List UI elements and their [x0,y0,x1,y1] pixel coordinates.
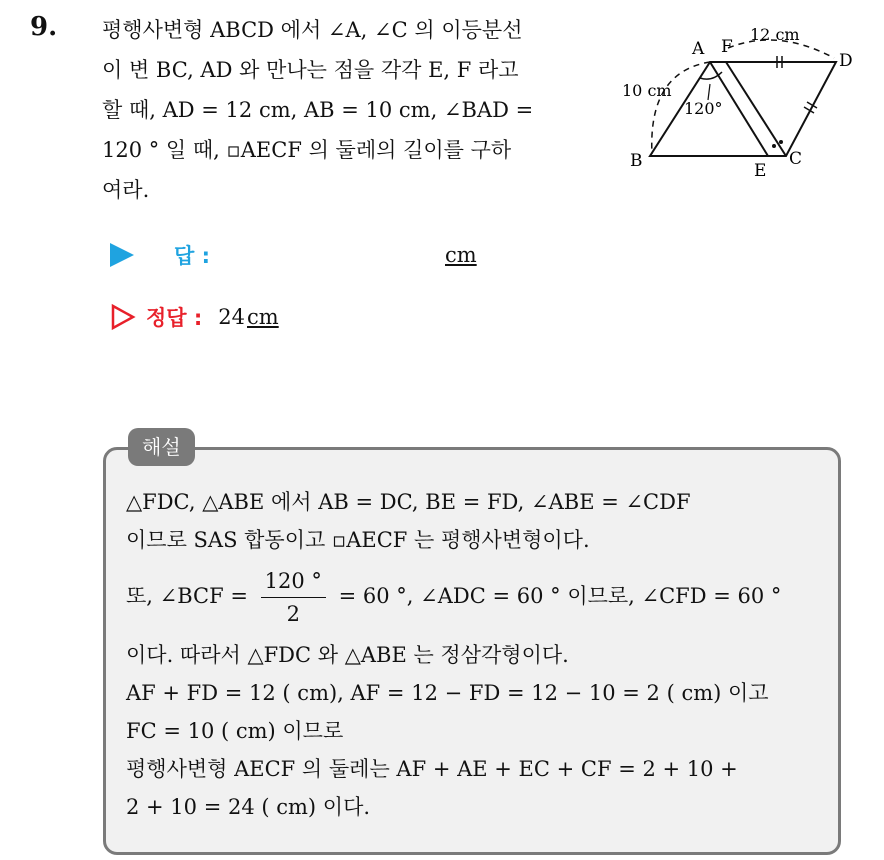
solution-line: FC = 10 ( cm) 이므로 [126,719,344,743]
question-line: 할 때, AD = 12 cm, AB = 10 cm, ∠BAD = [102,98,534,122]
angle-dot-c2 [779,140,783,144]
answer-label: 답 : [174,244,210,268]
solution-line: 이다. 따라서 △FDC 와 △ABE 는 정삼각형이다. [126,643,569,667]
solution-line: 평행사변형 AECF 의 둘레는 AF + AE + EC + CF = 2 + 10 + [126,757,738,781]
solution-line: △FDC, △ABE 에서 AB = DC, BE = FD, ∠ABE = ∠CDF [126,490,691,514]
correct-label: 정답 : [146,306,203,330]
correct-answer-row [110,302,279,332]
label-e: E [754,161,767,181]
solution-text: = 60 °, ∠ADC = 60 ° 이므로, ∠CFD = 60 ° [338,584,782,608]
solution-line: 이므로 SAS 합동이고 ▫AECF 는 평행사변형이다. [126,528,590,552]
label-f: F [721,37,733,57]
correct-value: 24 [218,305,246,329]
answer-unit: cm [445,243,477,267]
angle-dot-c1 [772,144,776,148]
solution-line-fraction [126,565,831,630]
question-text [102,10,597,210]
play-icon [110,243,134,267]
question-number: 9. [30,12,58,42]
outline-triangle-icon [110,303,136,331]
label-fd-length: 12 cm [750,25,800,44]
parallelogram-figure [618,22,866,182]
segment-fc [726,62,786,156]
solution-body [126,483,831,826]
fraction-numerator: 120 ° [261,565,326,598]
label-a: A [692,39,705,59]
answer-row [110,240,477,270]
label-angle: 120° [684,99,723,118]
label-c: C [789,149,803,169]
question-line: 이 변 BC, AD 와 만나는 점을 각각 E, F 라고 [102,58,519,82]
label-ab-length: 10 cm [622,81,672,100]
solution-line: 2 + 10 = 24 ( cm) 이다. [126,795,371,819]
solution-tab: 해설 [128,428,195,466]
solution-line: AF + FD = 12 ( cm), AF = 12 − FD = 12 − 10 = 2 ( cm) 이고 [126,681,769,705]
label-d: D [839,51,853,71]
question-line: 120 ° 일 때, ▫AECF 의 둘레의 길이를 구하 [102,138,512,162]
correct-unit: cm [247,305,279,329]
fraction-denominator: 2 [286,602,300,626]
fraction [261,565,326,630]
label-b: B [630,151,643,171]
solution-text: 또, ∠BCF = [126,584,248,608]
angle-arrow [708,84,710,100]
question-line: 여라. [102,178,150,202]
question-line: 평행사변형 ABCD 에서 ∠A, ∠C 의 이등분선 [102,18,523,42]
